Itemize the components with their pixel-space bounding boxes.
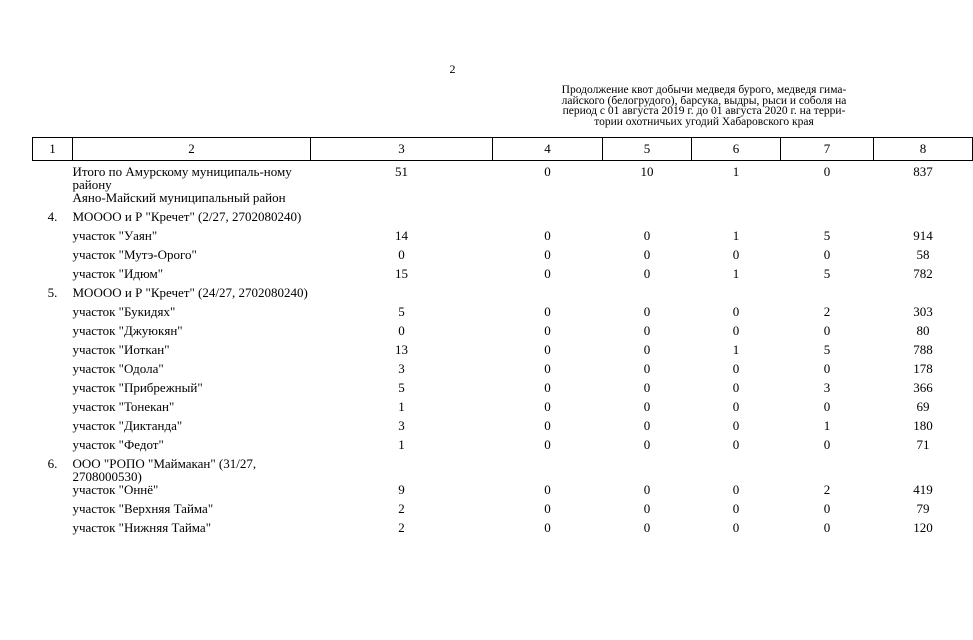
cell-col-4: 0 [544,482,551,497]
table-row [33,324,973,343]
cell-col-5: 0 [643,501,651,516]
cell-col-6 [692,210,781,229]
table-row [33,305,973,324]
cell-col-3: 2 [398,520,405,535]
row-name: ООО "РОПО "Маймакан" (31/27, 2708000530) [72,456,257,484]
cell-col-7 [781,286,874,305]
cell-col-5: 0 [643,247,651,262]
cell-col-7 [781,457,874,483]
cell-col-6: 0 [732,482,740,497]
cell-col-5: 0 [643,482,651,497]
cell-col-3: 0 [398,247,405,262]
row-number [33,248,73,267]
row-name: участок "Мутэ-Орого" [72,247,197,262]
cell-col-8: 79 [916,501,930,516]
cell-col-5: 0 [643,361,651,376]
table-row [33,521,973,540]
row-number [33,362,73,381]
cell-col-4: 0 [544,247,551,262]
cell-col-3: 51 [395,164,408,179]
row-name: участок "Верхняя Тайма" [72,501,214,516]
row-number [33,324,73,343]
cell-col-7: 1 [823,418,831,433]
cell-col-3: 15 [395,266,408,281]
cell-col-8: 303 [913,304,933,319]
cell-col-5 [603,191,692,210]
cell-col-6: 0 [732,520,740,535]
cell-col-6: 0 [732,323,740,338]
cell-col-3: 13 [395,342,408,357]
col-header-2: 2 [73,138,311,161]
row-name: участок "Джуюкян" [72,323,183,338]
row-number [33,419,73,438]
cell-col-4: 0 [544,266,551,281]
cell-col-4: 0 [544,418,551,433]
cell-col-3: 5 [398,380,405,395]
col-header-6: 6 [692,138,781,161]
cell-col-5: 0 [643,399,651,414]
cell-col-6: 0 [732,361,740,376]
row-name: Аяно-Майский муниципальный район [72,190,286,205]
table-row [33,191,973,210]
cell-col-6 [692,286,781,305]
table-row [33,267,973,286]
cell-col-8: 71 [916,437,930,452]
row-name: участок "Федот" [72,437,164,452]
cell-col-6 [692,191,781,210]
col-header-8: 8 [874,138,973,161]
row-name: участок "Букидях" [72,304,176,319]
table-row [33,502,973,521]
cell-col-3: 5 [398,304,405,319]
cell-col-8: 178 [913,361,933,376]
row-number [33,191,73,210]
cell-col-3 [311,210,493,229]
table-row [33,362,973,381]
cell-col-4: 0 [544,437,551,452]
cell-col-8: 914 [913,228,933,243]
cell-col-4: 0 [544,164,551,179]
cell-col-5: 10 [640,164,654,179]
cell-col-6 [692,457,781,483]
cell-col-8: 58 [916,247,930,262]
cell-col-5 [603,286,692,305]
cell-col-4 [493,286,603,305]
cell-col-4: 0 [544,323,551,338]
row-number [33,381,73,400]
cell-col-4: 0 [544,228,551,243]
cell-col-3: 3 [398,418,405,433]
cell-col-6: 0 [732,437,740,452]
cell-col-7: 0 [823,323,831,338]
row-name: участок "Идюм" [72,266,164,281]
table-row [33,248,973,267]
cell-col-5: 0 [643,342,651,357]
row-number: 5. [47,285,58,300]
cell-col-7: 5 [823,342,831,357]
col-header-4: 4 [493,138,603,161]
cell-col-3: 2 [398,501,405,516]
row-name: участок "Диктанда" [72,418,183,433]
caption-line: лайского (белогрудого), барсука, выдры, рыси и соболя на [561,94,847,107]
cell-col-6: 1 [732,266,740,281]
cell-col-5: 0 [643,323,651,338]
cell-col-3 [311,457,493,483]
row-name: участок "Прибрежный" [72,380,203,395]
quota-table [32,137,973,540]
cell-col-5: 0 [643,380,651,395]
table-row [33,343,973,362]
cell-col-7: 2 [823,482,831,497]
cell-col-8 [874,286,973,305]
cell-col-3 [311,191,493,210]
table-row [33,438,973,457]
table-row [33,286,973,305]
row-number [33,343,73,362]
cell-col-3: 14 [395,228,408,243]
cell-col-8: 180 [913,418,933,433]
cell-col-7: 5 [823,266,831,281]
row-number [33,483,73,502]
row-number [33,502,73,521]
cell-col-8: 69 [916,399,930,414]
cell-col-7 [781,210,874,229]
cell-col-5: 0 [643,266,651,281]
caption-line: тории охотничьих угодий Хабаровского края [594,115,814,128]
cell-col-4: 0 [544,342,551,357]
col-header-7: 7 [781,138,874,161]
row-name: участок "Тонекан" [72,399,175,414]
cell-col-4 [493,191,603,210]
cell-col-7 [781,191,874,210]
row-number [33,305,73,324]
cell-col-6: 0 [732,501,740,516]
cell-col-3: 3 [398,361,405,376]
row-name: участок "Одола" [72,361,164,376]
row-name: участок "Оннё" [72,482,159,497]
cell-col-7: 2 [823,304,831,319]
table-row [33,229,973,248]
cell-col-5 [603,210,692,229]
cell-col-3: 9 [398,482,405,497]
table-row [33,381,973,400]
row-number [33,229,73,248]
row-number [33,438,73,457]
cell-col-4: 0 [544,501,551,516]
cell-col-7: 0 [823,501,831,516]
cell-col-4: 0 [544,399,551,414]
col-header-1: 1 [33,138,73,161]
cell-col-4: 0 [544,304,551,319]
table-caption [539,85,869,127]
cell-col-8: 80 [916,323,930,338]
cell-col-8 [874,457,973,483]
row-number: 4. [47,209,58,224]
cell-col-7: 0 [823,520,831,535]
table-row [33,457,973,483]
cell-col-8: 366 [913,380,933,395]
cell-col-8 [874,191,973,210]
row-name: участок "Уаян" [72,228,158,243]
table-row [33,483,973,502]
cell-col-3: 1 [398,437,405,452]
row-name: МОООО и Р "Кречет" (24/27, 2702080240) [72,285,308,300]
cell-col-7: 0 [823,361,831,376]
cell-col-6: 0 [732,418,740,433]
cell-col-3: 0 [398,323,405,338]
cell-col-7: 5 [823,228,831,243]
cell-col-8: 419 [913,482,933,497]
row-name: участок "Иоткан" [72,342,170,357]
caption-line: период с 01 августа 2019 г. до 01 августа 2020 г. на терри- [562,105,846,117]
cell-col-6: 0 [732,247,740,262]
cell-col-6: 1 [732,164,740,179]
row-number: 6. [47,456,58,471]
table-row [33,400,973,419]
table-row [33,210,973,229]
cell-col-7: 0 [823,437,831,452]
cell-col-8: 120 [913,520,933,535]
cell-col-4: 0 [544,361,551,376]
cell-col-5 [603,457,692,483]
cell-col-8: 837 [913,164,933,179]
row-number [33,267,73,286]
cell-col-3: 1 [398,399,405,414]
row-name: МОООО и Р "Кречет" (2/27, 2702080240) [72,209,302,224]
cell-col-5: 0 [643,228,651,243]
cell-col-6: 0 [732,399,740,414]
cell-col-4 [493,210,603,229]
cell-col-7: 0 [823,164,831,179]
col-header-3: 3 [311,138,493,161]
cell-col-7: 0 [823,247,831,262]
cell-col-6: 0 [732,380,740,395]
header-row [33,138,973,161]
row-number [33,400,73,419]
cell-col-6: 1 [732,228,740,243]
cell-col-6: 0 [732,304,740,319]
cell-col-4 [493,457,603,483]
row-name: Итого по Амурскому муниципаль-ному району [72,164,292,192]
table-row [33,161,973,192]
cell-col-6: 1 [732,342,740,357]
cell-col-7: 0 [823,399,831,414]
table-body [33,161,973,541]
cell-col-8: 788 [913,342,933,357]
row-number [33,521,73,540]
row-number [33,161,73,192]
cell-col-5: 0 [643,437,651,452]
cell-col-5: 0 [643,520,651,535]
cell-col-4: 0 [544,520,551,535]
cell-col-5: 0 [643,304,651,319]
table-row [33,419,973,438]
row-name: участок "Нижняя Тайма" [72,520,212,535]
page-number: 2 [449,62,456,76]
cell-col-8 [874,210,973,229]
cell-col-3 [311,286,493,305]
cell-col-5: 0 [643,418,651,433]
caption-line: Продолжение квот добычи медведя бурого, медведя гима- [561,84,847,96]
cell-col-4: 0 [544,380,551,395]
cell-col-8: 782 [913,266,933,281]
cell-col-7: 3 [823,380,831,395]
col-header-5: 5 [603,138,692,161]
